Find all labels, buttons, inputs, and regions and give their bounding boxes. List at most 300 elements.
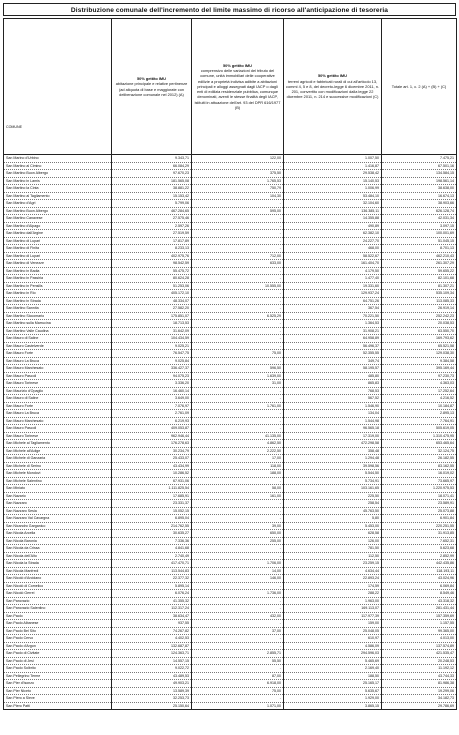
comune-name: San Martino di Lupari — [4, 252, 112, 260]
table-row — [4, 222, 457, 230]
value-total: 118.193,11 — [382, 567, 457, 575]
value-c: 56.496,37 — [284, 342, 382, 350]
table-row — [4, 290, 457, 298]
comune-name: San Martino di Venezze — [4, 260, 112, 268]
comune-name: San Martino di Finita — [4, 245, 112, 253]
value-a: 74.267,82 — [112, 627, 192, 635]
table-row — [4, 455, 457, 463]
value-b: - — [192, 507, 284, 515]
comune-name: San Nicola la Strada — [4, 560, 112, 568]
value-a: 9.025,21 — [112, 342, 192, 350]
comune-name: San Martino Valle Caudina — [4, 327, 112, 335]
value-a: 9.343,71 — [112, 155, 192, 163]
value-b: 2.855,71 — [192, 650, 284, 658]
comune-name: San Mauro Marchesato — [4, 365, 112, 373]
table-row — [4, 432, 457, 440]
value-b: 712,00 — [192, 252, 284, 260]
comune-name: San Paolo Cervo — [4, 635, 112, 643]
value-total: 16.019,02 — [382, 470, 457, 478]
table-row — [4, 552, 457, 560]
value-total: 43.024,96 — [382, 575, 457, 583]
table-row — [4, 267, 457, 275]
value-c: 70.221,50 — [284, 312, 382, 320]
value-c: 19.331,60 — [284, 282, 382, 290]
table-row — [4, 537, 457, 545]
value-a: 16.460,14 — [112, 387, 192, 395]
value-b: 1.761,00 — [192, 402, 284, 410]
value-c: 2.169,40 — [284, 665, 382, 673]
value-a: 43.434,99 — [112, 462, 192, 470]
value-a: 124.363,71 — [112, 650, 192, 658]
value-total: 81.307,21 — [382, 282, 457, 290]
value-b: - — [192, 357, 284, 365]
value-total: 535.109,34 — [382, 290, 457, 298]
value-b: 31,00 — [192, 380, 284, 388]
table-row — [4, 215, 457, 223]
table-row — [4, 477, 457, 485]
table-row — [4, 177, 457, 185]
table-row — [4, 312, 457, 320]
comune-name: San Paolo d'Argon — [4, 642, 112, 650]
value-c: 865,83 — [284, 380, 382, 388]
table-row — [4, 440, 457, 448]
value-a: 94.075,23 — [112, 372, 192, 380]
value-c: 161.404,70 — [284, 260, 382, 268]
value-a: 9.022,72 — [112, 665, 192, 673]
document-title: Distribuzione comunale dell'incremento del limite massimo di ricorso all'anticipazione di tesoreria — [3, 3, 456, 16]
value-total: 81.986,38 — [382, 680, 457, 688]
table-row — [4, 582, 457, 590]
table-row — [4, 170, 457, 178]
value-total: 4.013,00 — [382, 635, 457, 643]
comune-name: San Piero a Sieve — [4, 695, 112, 703]
value-c: 29.538,42 — [284, 170, 382, 178]
table-row — [4, 635, 457, 643]
value-b: 122,00 — [192, 155, 284, 163]
value-b: 6.918,00 — [192, 680, 284, 688]
table-row — [4, 642, 457, 650]
value-b: - — [192, 387, 284, 395]
value-c: 5.465,69 — [284, 657, 382, 665]
value-total: 2.852,99 — [382, 552, 457, 560]
value-total: 20.038,53 — [382, 320, 457, 328]
value-total: 220.251,55 — [382, 522, 457, 530]
table-row — [4, 530, 457, 538]
value-total: 6.901,84 — [382, 515, 457, 523]
value-a: 3.336,20 — [112, 380, 192, 388]
comune-name: San Martino in Pensilis — [4, 282, 112, 290]
table-row — [4, 342, 457, 350]
value-b: - — [192, 237, 284, 245]
comune-name: San Martino in Badia — [4, 267, 112, 275]
table-row — [4, 185, 457, 193]
value-b: 1.706,00 — [192, 560, 284, 568]
comune-name: San Michele Mondovì — [4, 470, 112, 478]
value-b: - — [192, 320, 284, 328]
value-a: 6.895,04 — [112, 515, 192, 523]
value-total: 25.073,88 — [382, 507, 457, 515]
value-total: 99.365,00 — [382, 627, 457, 635]
table-row — [4, 492, 457, 500]
value-total: 19.299,06 — [382, 687, 457, 695]
value-a: 417.470,71 — [112, 560, 192, 568]
value-b: 750,79 — [192, 185, 284, 193]
value-a: 18.713,53 — [112, 320, 192, 328]
comune-name: San Nazzaro Val Cavargna — [4, 515, 112, 523]
value-a: 176.278,63 — [112, 440, 192, 448]
value-a: 27.519,59 — [112, 230, 192, 238]
table-row — [4, 357, 457, 365]
value-a: 5.895,14 — [112, 582, 192, 590]
comune-name: San Paolo di Civitate — [4, 650, 112, 658]
value-total: 462.210,43 — [382, 252, 457, 260]
value-total: 261.307,29 — [382, 260, 457, 268]
value-a: 17.685,91 — [112, 492, 192, 500]
value-total: 8.701,13 — [382, 245, 457, 253]
value-total: 9.384,58 — [382, 357, 457, 365]
value-a: 41.355,32 — [112, 597, 192, 605]
table-row — [4, 657, 457, 665]
value-total: 43.318,32 — [382, 597, 457, 605]
value-b: - — [192, 335, 284, 343]
value-total: 20.248,53 — [382, 657, 457, 665]
value-a: 2.597,26 — [112, 222, 192, 230]
value-total: 67.501,16 — [382, 162, 457, 170]
value-b: 595,00 — [192, 207, 284, 215]
value-total: 16.674,13 — [382, 192, 457, 200]
comune-name: San Mauro La Bruca — [4, 410, 112, 418]
value-a: 175.851,07 — [112, 312, 192, 320]
value-a: 6.219,93 — [112, 417, 192, 425]
value-total: 5.623,68 — [382, 545, 457, 553]
value-b: 650,00 — [192, 530, 284, 538]
value-b: - — [192, 297, 284, 305]
value-total: 653.465,64 — [382, 440, 457, 448]
value-b: 10.555,00 — [192, 282, 284, 290]
value-b: 255,00 — [192, 537, 284, 545]
comune-name: San Nicola Baronia — [4, 537, 112, 545]
table-row — [4, 560, 457, 568]
value-a: 2.761,09 — [112, 410, 192, 418]
value-a: 409.053,87 — [112, 425, 192, 433]
value-a: 7.336,36 — [112, 537, 192, 545]
table-row — [4, 410, 457, 418]
document-page — [3, 3, 456, 710]
value-a: 104.434,59 — [112, 335, 192, 343]
value-c: 25.165,17 — [284, 680, 382, 688]
value-c: 23.259,15 — [284, 560, 382, 568]
comune-name: San Michele Salentino — [4, 477, 112, 485]
value-total: 1.310.475,95 — [382, 432, 457, 440]
value-a: 67.931,06 — [112, 477, 192, 485]
table-row — [4, 702, 457, 710]
value-total: 421.535,47 — [382, 650, 457, 658]
value-a: 31.642,09 — [112, 327, 192, 335]
value-a: 80.624,28 — [112, 275, 192, 283]
value-a: 25.433,07 — [112, 455, 192, 463]
value-a: 4.402,53 — [112, 635, 192, 643]
value-b: - — [192, 545, 284, 553]
value-a: 55.475,72 — [112, 267, 192, 275]
value-c: 4.634,44 — [284, 567, 382, 575]
value-c: 39.598,56 — [284, 462, 382, 470]
comune-name: San Miniato — [4, 485, 112, 493]
comune-name: San Michele al Tagliamento — [4, 440, 112, 448]
comune-name: San Piero Patti — [4, 702, 112, 710]
value-total: 29.786,69 — [382, 702, 457, 710]
comune-name: San Nazario — [4, 492, 112, 500]
comune-name: San Martino di Lupari — [4, 237, 112, 245]
value-c: 294.596,03 — [284, 650, 382, 658]
value-b: 1.639,00 — [192, 372, 284, 380]
value-c: 349,74 — [284, 357, 382, 365]
value-c: 1.006,99 — [284, 185, 382, 193]
value-total: 3.097,15 — [382, 222, 457, 230]
value-a: 66.084,29 — [112, 162, 192, 170]
value-c: 5.453,00 — [284, 522, 382, 530]
value-a: 49.903,21 — [112, 680, 192, 688]
value-total: 100.001,69 — [382, 230, 457, 238]
value-a: 15.153,42 — [112, 192, 192, 200]
value-b: 55,50 — [192, 657, 284, 665]
value-b: 118,00 — [192, 462, 284, 470]
value-a: 9.025,84 — [112, 357, 192, 365]
value-b: 2.222,50 — [192, 447, 284, 455]
value-c: 468,00 — [284, 245, 382, 253]
table-row — [4, 245, 457, 253]
value-c: 64.751,26 — [284, 297, 382, 305]
value-c: 14.355,88 — [284, 215, 382, 223]
table-row — [4, 672, 457, 680]
table-row — [4, 327, 457, 335]
table-row — [4, 335, 457, 343]
value-c: 1.364,53 — [284, 320, 382, 328]
value-a: 32.253,73 — [112, 695, 192, 703]
value-a: 132.687,87 — [112, 642, 192, 650]
value-a: 98.542,59 — [112, 260, 192, 268]
value-a: 7.076,97 — [112, 402, 192, 410]
value-c: 1.477,40 — [284, 275, 382, 283]
value-c: 169.113,07 — [284, 605, 382, 613]
value-a: 214.762,55 — [112, 522, 192, 530]
value-c: 225,50 — [284, 492, 382, 500]
comune-name: San Martino la Cinta — [4, 185, 112, 193]
comune-name: San Pellegrino Terme — [4, 672, 112, 680]
value-total: 1.220.975,53 — [382, 485, 457, 493]
value-c: 126,00 — [284, 537, 382, 545]
comune-name: San Nicola Manfredi — [4, 567, 112, 575]
table-row — [4, 192, 457, 200]
value-c: 31.908,21 — [284, 327, 382, 335]
value-a: 402.975,76 — [112, 252, 192, 260]
value-a: 38.634,47 — [112, 612, 192, 620]
comune-name: San Martino al Cimino — [4, 162, 112, 170]
value-total: 129.038,30 — [382, 350, 457, 358]
value-a: 8.233,13 — [112, 245, 192, 253]
value-c: 1.544,98 — [284, 417, 382, 425]
table-row — [4, 545, 457, 553]
value-total: 169.793,62 — [382, 335, 457, 343]
table-row — [4, 590, 457, 598]
table-row — [4, 522, 457, 530]
value-b: 39,00 — [192, 522, 284, 530]
value-total: 7.764,91 — [382, 417, 457, 425]
header-col-total: Totale art. 1, c. 2 (A) + (B) + (C) — [382, 19, 457, 155]
value-b: - — [192, 410, 284, 418]
value-c: 4.586,09 — [284, 642, 382, 650]
comune-name: San Paolo di Jesi — [4, 657, 112, 665]
value-c: 32.104,60 — [284, 200, 382, 208]
comune-name: San Mauro Torinese — [4, 432, 112, 440]
value-c: 768,53 — [284, 387, 382, 395]
value-c: 485,80 — [284, 372, 382, 380]
value-a: 14.557,15 — [112, 657, 192, 665]
comune-name: San Martino dall'Argine — [4, 230, 112, 238]
table-row — [4, 447, 457, 455]
value-total: 8.549,46 — [382, 590, 457, 598]
value-b: - — [192, 635, 284, 643]
value-b: - — [192, 200, 284, 208]
table-row — [4, 350, 457, 358]
table-row — [4, 155, 457, 163]
table-row — [4, 462, 457, 470]
value-b: - — [192, 162, 284, 170]
value-c: 112,50 — [284, 552, 382, 560]
value-total: 7.475,21 — [382, 155, 457, 163]
value-total: 83.162,55 — [382, 462, 457, 470]
table-row — [4, 507, 457, 515]
comune-name: San Michele di Serino — [4, 462, 112, 470]
table-row — [4, 252, 457, 260]
value-b: - — [192, 425, 284, 433]
value-b: - — [192, 275, 284, 283]
comune-name: San Martino d'Agri — [4, 200, 112, 208]
value-c: 258,54 — [284, 500, 382, 508]
value-b: - — [192, 342, 284, 350]
value-c: 1.929,00 — [284, 695, 382, 703]
value-c: 490,89 — [284, 222, 382, 230]
value-a: 962.946,44 — [112, 432, 192, 440]
value-total: 6.069,84 — [382, 582, 457, 590]
value-c: 53.484,10 — [284, 192, 382, 200]
value-total: 281.431,44 — [382, 605, 457, 613]
value-total: 17.252,64 — [382, 387, 457, 395]
value-c: 1.416,87 — [284, 162, 382, 170]
comune-name: San Paolo Bel Sito — [4, 627, 112, 635]
table-header-row — [4, 19, 457, 155]
value-b: 75,00 — [192, 687, 284, 695]
value-a: 181.565,08 — [112, 177, 192, 185]
comune-name: San Mauro Torinese — [4, 380, 112, 388]
table-row — [4, 575, 457, 583]
comune-name: San Nazzaro — [4, 500, 112, 508]
comune-name: San Martino in Passiria — [4, 275, 112, 283]
comune-name: San Nicolò Gerrei — [4, 590, 112, 598]
comune-name: San Martino Sannita — [4, 305, 112, 313]
value-a: 113.544,83 — [112, 567, 192, 575]
value-c: 24.227,70 — [284, 237, 382, 245]
value-a: 97.670,23 — [112, 170, 192, 178]
table-row — [4, 650, 457, 658]
value-a: 937,55 — [112, 620, 192, 628]
value-b: 14,00 — [192, 567, 284, 575]
table-row — [4, 260, 457, 268]
value-a: 4.841,68 — [112, 545, 192, 553]
comune-name: San Martino Buon Albergo — [4, 170, 112, 178]
table-row — [4, 500, 457, 508]
value-a: 467.284,65 — [112, 207, 192, 215]
value-c: 4.179,50 — [284, 267, 382, 275]
value-b: - — [192, 642, 284, 650]
value-a: 23.331,37 — [112, 500, 192, 508]
value-c: 174,59 — [284, 582, 382, 590]
value-total: 113.085,33 — [382, 297, 457, 305]
value-b: - — [192, 605, 284, 613]
comune-name: San Nicolò d'Arcidano — [4, 575, 112, 583]
value-a: 3.649,00 — [112, 395, 192, 403]
value-b: - — [192, 290, 284, 298]
value-a: 51.253,06 — [112, 282, 192, 290]
value-b: 633,00 — [192, 260, 284, 268]
table-row — [4, 372, 457, 380]
value-b: - — [192, 230, 284, 238]
value-b: - — [192, 500, 284, 508]
comune-name: San Nicola da Crissa — [4, 545, 112, 553]
table-row — [4, 687, 457, 695]
value-total: 34.182,73 — [382, 695, 457, 703]
value-total: 10.184,87 — [382, 402, 457, 410]
table-row — [4, 282, 457, 290]
value-a: 112.317,24 — [112, 605, 192, 613]
comune-name: San Paolo — [4, 612, 112, 620]
table-row — [4, 207, 457, 215]
value-total: 32.124,75 — [382, 447, 457, 455]
value-b: - — [192, 515, 284, 523]
value-c: 22.893,24 — [284, 575, 382, 583]
value-total: 65.521,58 — [382, 342, 457, 350]
value-total: 42.031,34 — [382, 215, 457, 223]
table-row — [4, 695, 457, 703]
value-total: 63.550,70 — [382, 327, 457, 335]
comune-name: San Pancrazio — [4, 597, 112, 605]
table-row — [4, 162, 457, 170]
value-c: 52.355,55 — [284, 350, 382, 358]
table-row — [4, 665, 457, 673]
comune-name: San Martino sulla Marrucina — [4, 320, 112, 328]
value-c: 129.937,24 — [284, 290, 382, 298]
value-b: - — [192, 267, 284, 275]
value-b: 188,00 — [192, 470, 284, 478]
header-col-c: 50% gettito IMU terreni agricoli e fabbricati rurali di cui all'articolo 13, commi 4, 5 e 8, del decreto-legge 6 dicembre 2011, n. 201, convertito con modificazioni dalla legge 22 dicembre 2011, n. 214 e successive modificazioni (C) — [284, 19, 382, 155]
value-total: 38.638,00 — [382, 185, 457, 193]
value-b: 6.525,29 — [192, 312, 284, 320]
table-row — [4, 620, 457, 628]
comune-name: San Mauro di Saline — [4, 395, 112, 403]
value-c: 159,00 — [284, 620, 382, 628]
value-b: - — [192, 215, 284, 223]
table-row — [4, 627, 457, 635]
comune-name: San Paolo Solbrito — [4, 665, 112, 673]
value-total: 4.363,03 — [382, 380, 457, 388]
value-c: 610,97 — [284, 635, 382, 643]
value-a: 5.799,06 — [112, 200, 192, 208]
table-row — [4, 425, 457, 433]
value-c: 5.734,91 — [284, 477, 382, 485]
value-b: - — [192, 620, 284, 628]
value-a: 405.172,10 — [112, 290, 192, 298]
table-row — [4, 417, 457, 425]
value-c: 25.048,05 — [284, 627, 382, 635]
